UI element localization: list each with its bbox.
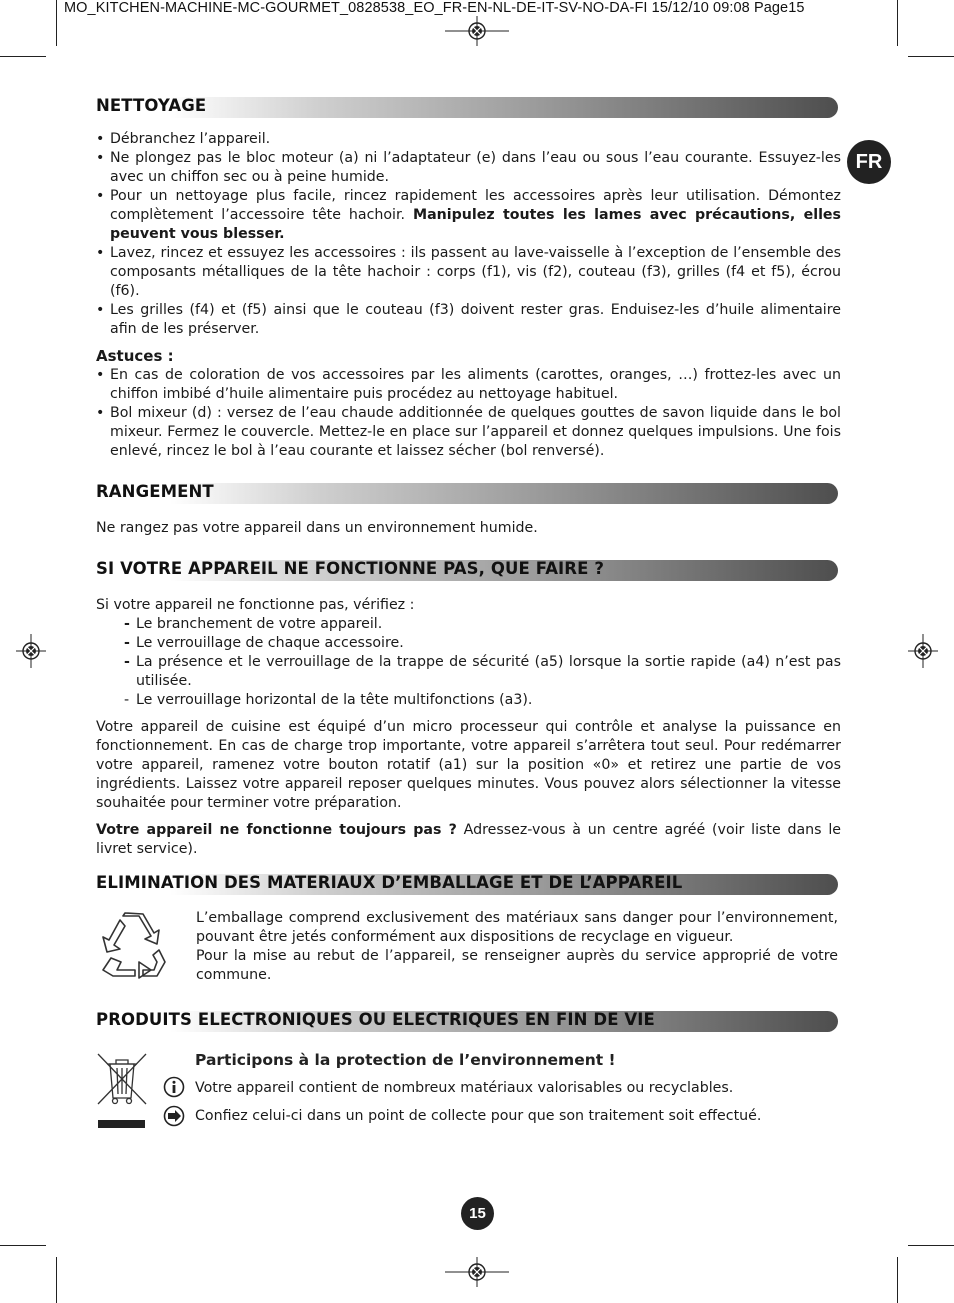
rangement-text: Ne rangez pas votre appareil dans un environnement humide. [96, 520, 538, 536]
cleaning-bullets [96, 130, 841, 339]
crop-mark [897, 0, 898, 46]
crop-mark [908, 56, 954, 57]
crop-mark [908, 1245, 954, 1246]
weee-subtitle: Participons à la protection de l’environnement ! [195, 1051, 616, 1069]
check-item: - Le verrouillage de chaque accessoire. [124, 635, 404, 651]
list-item: • Bol mixeur (d) : versez de l’eau chaude additionnée de quelques gouttes de savon liquide dans le bol mixeur. Fermez le couvercle. Mettez-le en place sur l’appareil et donnez quelques impulsions. Une fois enlevé, rincez le bol à l’eau courante et laissez sécher (bol renversé). [96, 404, 841, 461]
arrow-right-icon [163, 1105, 185, 1127]
list-item: • Lavez, rincez et essuyez les accessoires : ils passent au lave-vaisselle à l’exception de l’ensemble des composants métalliques de la tête hachoir : corps (f1), vis (f2), couteau (f3), grilles (f4 et f5), écrou (f6). [96, 244, 841, 301]
registration-mark-icon [16, 634, 46, 668]
tips-bullets [96, 366, 841, 461]
registration-mark-icon [445, 16, 509, 46]
list-item: • Ne plongez pas le bloc moteur (a) ni l’adaptateur (e) dans l’eau ou sous l’eau courante. Essuyez-les avec un chiffon sec ou à peine humide. [96, 149, 841, 187]
service-paragraph: Votre appareil ne fonctionne toujours pas ? Adressez-vous à un centre agréé (voir liste dans le livret service). [96, 822, 842, 857]
troubleshoot-intro: Si votre appareil ne fonctionne pas, vérifiez : [96, 597, 415, 613]
check-item: - La présence et le verrouillage de la trappe de sécurité (a5) lorsque la sortie rapide (a4) n’est pas utilisée. [124, 654, 841, 689]
list-item: • Pour un nettoyage plus facile, rincez rapidement les accessoires après leur utilisation. Démontez complètement l’accessoire tête hachoir. Manipulez toutes les lames avec précautions, elles peuvent vous blesser. [96, 187, 841, 244]
nettoyage-list [96, 130, 841, 339]
list-item: • Les grilles (f4) et (f5) ainsi que le couteau (f3) doivent rester gras. Enduisez-les d’huile alimentaire afin de les préserver. [96, 301, 841, 339]
recyclable-text: Votre appareil contient de nombreux matériaux valorisables ou recyclables. [195, 1080, 734, 1096]
info-icon [163, 1076, 185, 1098]
tips-title: Astuces : [96, 347, 174, 365]
service-question: Votre appareil ne fonctionne toujours pas ? [96, 822, 457, 838]
section-title-rangement: RANGEMENT [96, 482, 214, 501]
tips-list [96, 366, 841, 461]
language-badge: FR [847, 140, 891, 184]
section-title-weee: PRODUITS ELECTRONIQUES OU ELECTRIQUES EN FIN DE VIE [96, 1010, 655, 1029]
page-number: 15 [461, 1197, 494, 1230]
disposal-text: Pour la mise au rebut de l’appareil, se renseigner auprès du service approprié de votre commune. [196, 948, 838, 983]
print-slug: MO_KITCHEN-MACHINE-MC-GOURMET_0828538_EO_FR-EN-NL-DE-IT-SV-NO-DA-FI 15/12/10 09:08 Page15 [64, 0, 805, 16]
registration-mark-icon [445, 1257, 509, 1287]
crop-mark [56, 1257, 57, 1303]
section-bar [96, 97, 838, 118]
crop-mark [897, 1257, 898, 1303]
section-title-nettoyage: NETTOYAGE [96, 96, 207, 115]
warning-text: Manipulez toutes les lames avec précautions, elles peuvent vous blesser. [110, 207, 841, 242]
recycle-icon [99, 910, 171, 980]
collection-text: Confiez celui-ci dans un point de collecte pour que son traitement soit effectué. [195, 1108, 762, 1124]
troubleshoot-checklist [96, 596, 841, 710]
list-item: • Débranchez l’appareil. [96, 130, 841, 149]
crossed-bin-icon [96, 1052, 148, 1130]
packaging-text: L’emballage comprend exclusivement des matériaux sans danger pour l’environnement, pouvant être jetés conformément aux dispositions de recyclage en vigueur. [196, 910, 838, 945]
registration-mark-icon [908, 634, 938, 668]
crop-mark [0, 56, 46, 57]
check-item: - Le branchement de votre appareil. [124, 616, 383, 632]
crop-mark [0, 1245, 46, 1246]
section-title-elimination: ELIMINATION DES MATERIAUX D’EMBALLAGE ET DE L’APPAREIL [96, 873, 683, 892]
check-item: - Le verrouillage horizontal de la tête multifonctions (a3). [124, 692, 533, 708]
microprocessor-paragraph: Votre appareil de cuisine est équipé d’un micro processeur qui contrôle et analyse la puissance en fonctionnement. En cas de charge trop importante, votre appareil s’arrêtera tout seul. Pour redémarrer votre appareil, ramenez votre bouton rotatif (a1) sur la position «0» et retirez une partie de vos ingrédients. Laissez votre appareil reposer quelques minutes. Vous pouvez alors sélectionner la vitesse souhaitée pour terminer votre préparation. [96, 719, 841, 811]
section-title-troubleshoot: SI VOTRE APPAREIL NE FONCTIONNE PAS, QUE FAIRE ? [96, 559, 604, 578]
crop-mark [56, 0, 57, 46]
list-item: • En cas de coloration de vos accessoires par les aliments (carottes, oranges, …) frottez-les avec un chiffon imbibé d’huile alimentaire puis procédez au nettoyage habituel. [96, 366, 841, 404]
